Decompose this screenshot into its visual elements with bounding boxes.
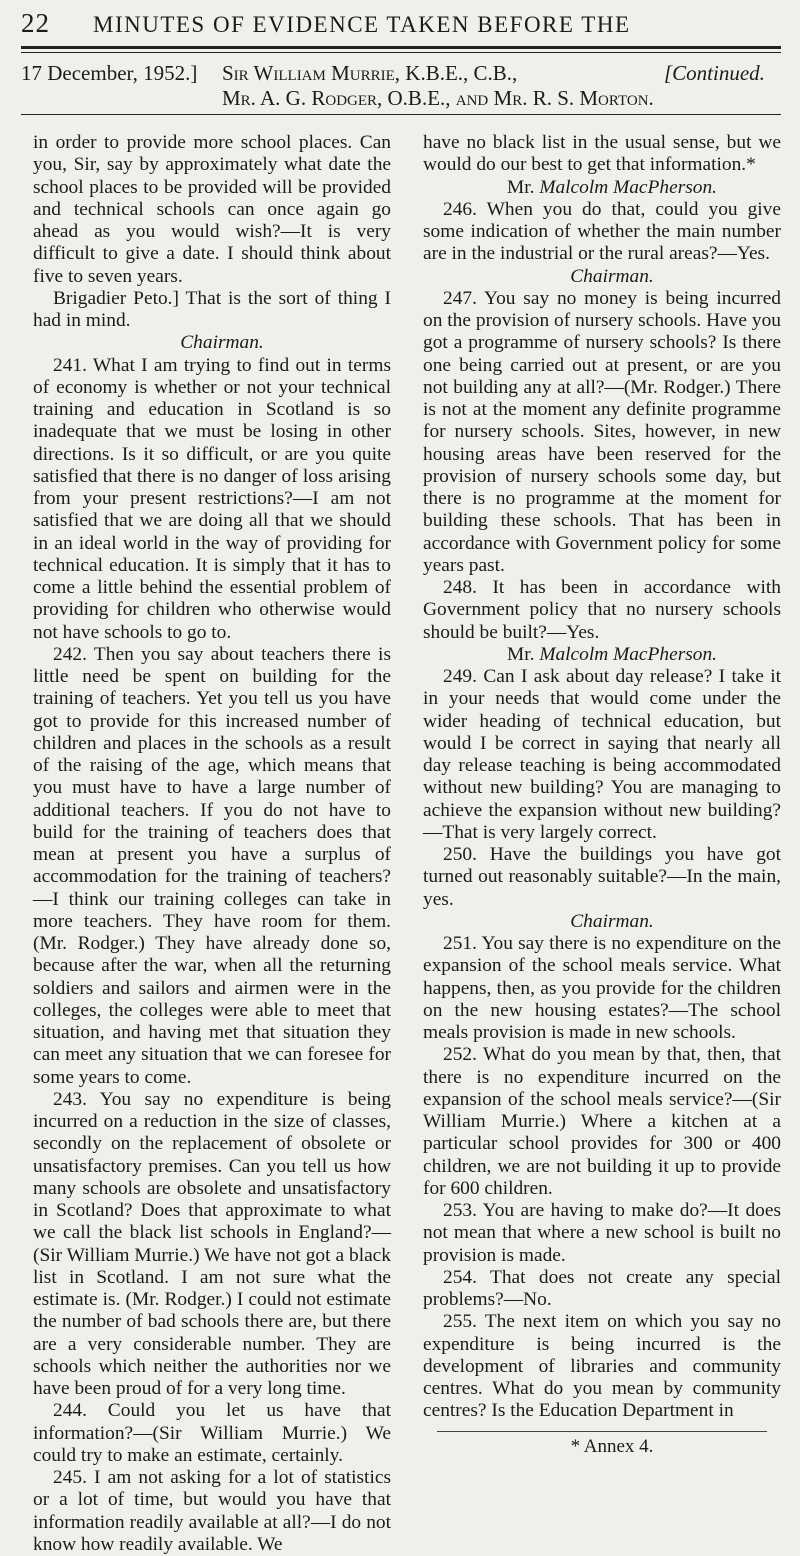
footnote: * Annex 4. [570, 1435, 654, 1457]
speaker-prefix: Mr. [506, 643, 535, 665]
right-column [423, 132, 781, 1458]
speaker-heading [423, 177, 781, 199]
running-title: MINUTES OF EVIDENCE TAKEN BEFORE THE [93, 12, 631, 37]
paragraph: have no black list in the usual sense, but we would do our best to get that information.* [423, 132, 781, 176]
question-255: 255. The next item on which you say no expenditure is being incurred is the development of libraries and community centres. What do you mean by community centres? Is the Education Department in [423, 1311, 781, 1422]
footnote-rule [437, 1431, 767, 1432]
witnesses-line-2: Mr. A. G. Rodger, O.B.E., and Mr. R. S. Morton. [222, 86, 654, 110]
question-242: 242. Then you say about teachers there is little need be spent on building for the training of teachers. Yet you tell us you have got to provide for this increased number of children and places in the schools as a result of the raising of the age, which means that you must have to have a large number of additional teachers. If you do not have to build for the training of teachers does that mean at present you have a surplus of accommodation for the training of teachers?—I think our training colleges can take in more teachers. They have room for them. (Mr. Rodger.) They have already done so, because after the war, when all the returning soldiers and sailors and airmen were in the colleges, the colleges were able to meet that situation, and having met that situation they can meet any situation that we can foresee for some years to come. [33, 643, 391, 1088]
question-246: 246. When you do that, could you give some indication of whether the main number are in the industrial or the rural areas?—Yes. [423, 198, 781, 265]
speaker-heading: Chairman. [570, 265, 654, 287]
header-rule [21, 46, 781, 49]
question-241: 241. What I am trying to find out in terms of economy is whether or not your technical training and education in Scotland is so inadequate that we must be losing in other directions. Is it so difficult, or are you quite satisfied that there is no danger of loss arising from your present restrictions?—I am not satisfied that we are doing all that we should in an ideal world in the way of providing for technical education. It is simply that it has to come a little behind the essential problem of providing for children who otherwise would not have schools to go to. [33, 354, 391, 643]
paragraph: in order to provide more school places. Can you, Sir, say by approximately what date the school places to be provided will be provided and technical schools can once again go ahead as you would wish?—It is very difficult to give a date. I should think about five to seven years. [33, 132, 391, 287]
speaker-name: Malcolm MacPherson. [539, 643, 718, 665]
continued-label: [Continued. [664, 61, 765, 85]
question-247: 247. You say no money is being incurred on the provision of nursery schools. Have you got a programme of nursery schools? Is there one being carried out at present, or are you not building any at all?—(Mr. Rodger.) There is not at the moment any definite programme for nursery schools. Sites, however, in new housing areas have been reserved for the provision of nursery schools some day, but there is no programme at the moment for building these schools. That has been in accordance with Government policy for some years past. [423, 287, 781, 576]
speaker-name: Malcolm MacPherson. [539, 176, 718, 198]
witnesses-line-1: Sir William Murrie, K.B.E., C.B., [222, 61, 518, 85]
question-248: 248. It has been in accordance with Government policy that no nursery schools should be built?—Yes. [423, 577, 781, 643]
header-rule-thin [21, 52, 781, 53]
question-251: 251. You say there is no expenditure on the expansion of the school meals service. What happens, then, as you provide for the children on the new housing estates?—The school meals provision is made in new schools. [423, 933, 781, 1043]
question-249: 249. Can I ask about day release? I take it in your needs that would come under the wider heading of technical education, but would I be correct in saying that nearly all day release teaching is being accommodated without new building? You are managing to achieve the expansion without new building?—That is very largely correct. [423, 666, 781, 843]
question-243: 243. You say no expenditure is being incurred on a reduction in the size of classes, secondly on the replacement of obsolete or unsatisfactory premises. Can you tell us how many schools are obsolete and unsatisfactory in Scotland? Does that approximate to what we call the black list schools in England?—(Sir William Murrie.) We have not got a black list in Scotland. I am not sure what the estimate is. (Mr. Rodger.) I could not estimate the number of bad schools there are, but there are a very considerable number. They are schools which neither the authorities nor we have been proud of for a very long time. [33, 1088, 391, 1399]
speaker-heading [423, 644, 781, 666]
question-254: 254. That does not create any special problems?—No. [423, 1266, 781, 1310]
speaker-heading: Chairman. [180, 332, 264, 354]
speaker-prefix: Mr. [506, 176, 535, 198]
question-252: 252. What do you mean by that, then, that there is no expenditure incurred on the expansion of the school meals service?—(Sir William Murrie.) Where a kitchen at a particular school provides for 300 or 400 children, we are not building it up to provide for 600 children. [423, 1044, 781, 1199]
question-253: 253. You are having to make do?—It does not mean that where a new school is built no provision is made. [423, 1200, 781, 1266]
subheader-rule [21, 114, 781, 115]
speaker-heading: Chairman. [570, 910, 654, 932]
page-number: 22 [21, 8, 50, 38]
session-date: 17 December, 1952.] [21, 61, 198, 85]
paragraph: Brigadier Peto.] That is the sort of thing I had in mind. [33, 287, 391, 331]
question-250: 250. Have the buildings you have got turned out reasonably suitable?—In the main, yes. [423, 844, 781, 910]
question-244: 244. Could you let us have that information?—(Sir William Murrie.) We could try to make an estimate, certainly. [33, 1400, 391, 1466]
question-245: 245. I am not asking for a lot of statistics or a lot of time, but would you have that information readily available at all?—I do not know how readily available. We [33, 1467, 391, 1555]
left-column [33, 132, 391, 1556]
